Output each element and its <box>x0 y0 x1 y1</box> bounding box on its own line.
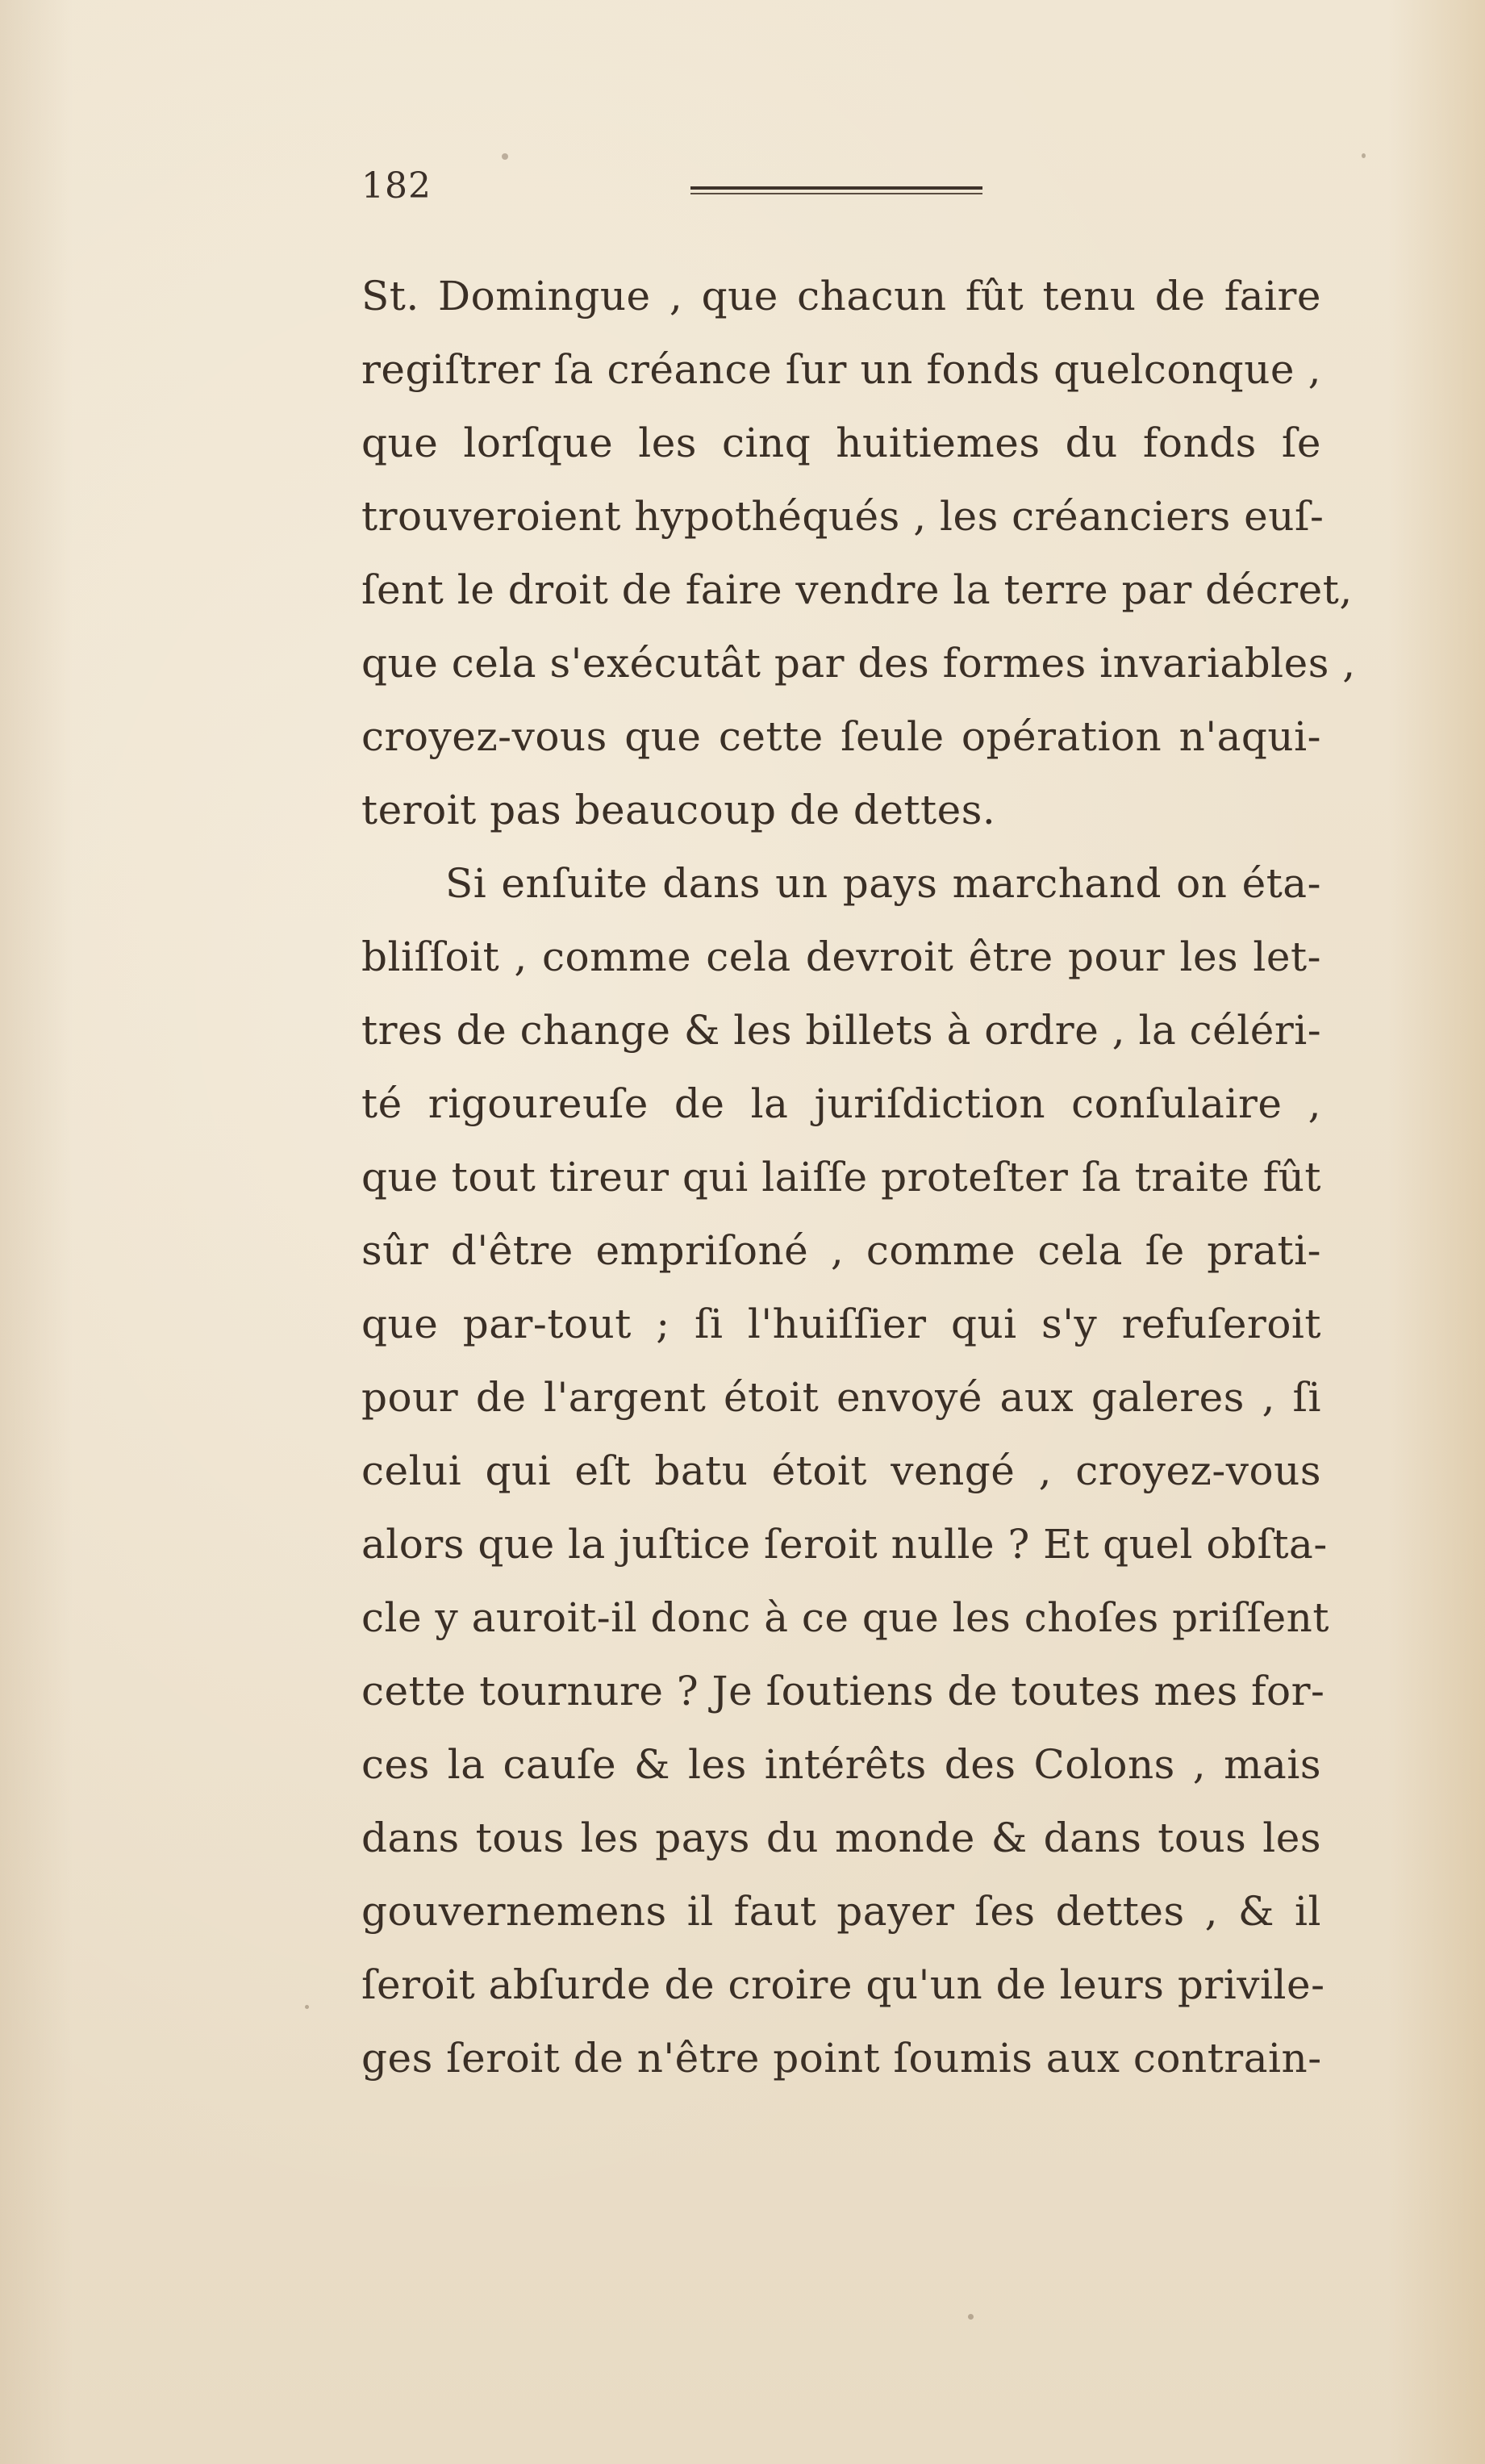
text-line: bliſſoit , comme cela devroit être pour les let- <box>361 933 1321 980</box>
text-line: St. Domingue , que chacun fût tenu de faire <box>361 273 1321 319</box>
page-header <box>361 165 991 222</box>
text-line: alors que la juſtice ſeroit nulle ? Et quel obſta- <box>361 1521 1328 1568</box>
text-line: que lorſque les cinq huitiemes du fonds ſe <box>361 420 1321 466</box>
page-right-shadow <box>1388 0 1485 2464</box>
text-line: cette tournure ? Je ſoutiens de toutes mes for- <box>361 1668 1325 1714</box>
text-line: que par-tout ; ſi l'huiſſier qui s'y refuſeroit <box>361 1301 1321 1347</box>
text-line: Si enſuite dans un pays marchand on éta- <box>445 860 1321 907</box>
page-left-shadow <box>0 0 73 2464</box>
text-line: cle y auroit-il donc à ce que les choſes priſſent <box>361 1594 1329 1641</box>
text-line: té rigoureuſe de la juriſdiction conſulaire , <box>361 1080 1321 1127</box>
text-line: que cela s'exécutât par des formes invariables , <box>361 640 1356 687</box>
text-line: dans tous les pays du monde & dans tous les <box>361 1815 1321 1861</box>
text-line: ces la cauſe & les intérêts des Colons , mais <box>361 1741 1321 1788</box>
text-line: ſeroit abſurde de croire qu'un de leurs privile- <box>361 1961 1325 2008</box>
text-line: gouvernemens il faut payer ſes dettes , & il <box>361 1888 1321 1935</box>
text-line: celui qui eſt batu étoit vengé , croyez-vous <box>361 1447 1321 1494</box>
paper-speck <box>1362 153 1366 158</box>
text-line: croyez-vous que cette ſeule opération n'aqui- <box>361 713 1321 760</box>
text-line: regiſtrer ſa créance ſur un fonds quelconque , <box>361 346 1321 393</box>
page-number: 182 <box>361 165 432 207</box>
paper-speck <box>968 2314 974 2320</box>
text-line: teroit pas beaucoup de dettes. <box>361 787 996 833</box>
text-line: sûr d'être empriſoné , comme cela ſe prati- <box>361 1227 1321 1274</box>
paper-speck <box>305 2005 309 2009</box>
text-line: ges ſeroit de n'être point ſoumis aux contrain- <box>361 2035 1322 2082</box>
paper-speck <box>502 153 508 160</box>
text-line: ſent le droit de faire vendre la terre par décret, <box>361 566 1353 613</box>
body-text <box>361 260 1356 2095</box>
text-line: trouveroient hypothéqués , les créanciers euſ- <box>361 493 1324 540</box>
text-line: que tout tireur qui laiſſe proteſter ſa traite fût <box>361 1154 1321 1201</box>
text-line: tres de change & les billets à ordre , la céléri- <box>361 1007 1322 1054</box>
text-line: pour de l'argent étoit envoyé aux galeres , ſi <box>361 1374 1321 1421</box>
header-rule <box>690 186 982 194</box>
